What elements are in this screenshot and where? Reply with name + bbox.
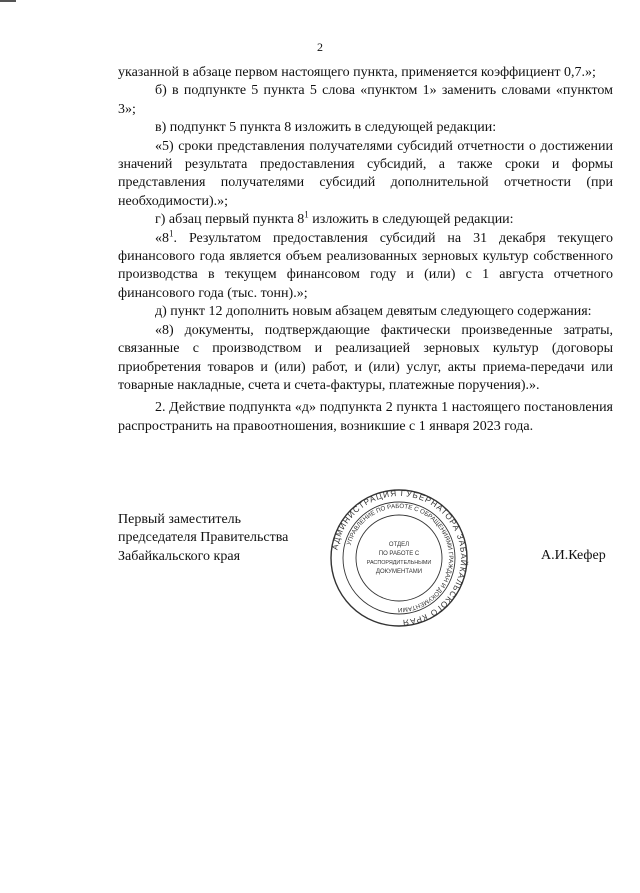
paragraph-quote-8-1 (118, 230, 613, 304)
signer-title-line-2: председателя Правительства (118, 530, 289, 546)
scan-corner-mark (0, 0, 16, 2)
page-number: 2 (317, 40, 323, 54)
paragraph-item-v: в) подпункт 5 пункта 8 изложить в следующей редакции: (155, 120, 497, 136)
quote-8-1-text: . Результатом предоставления субсидий на 31 декабря текущего финансового года является объем реализованных зерновых культур собственного производства в текущем финансовом году и (или) с 1 августа отчетного финансового года (тыс. тонн).»; (118, 230, 613, 301)
paragraph-2: 2. Действие подпункта «д» подпункта 2 пункта 1 настоящего постановления распространить на правоотношения, возникшие с 1 января 2023 года. (118, 400, 613, 434)
signer-title-line-1: Первый заместитель (118, 512, 242, 527)
paragraph-continuation: указанной в абзаце первом настоящего пункта, применяется коэффициент 0,7.»; (118, 65, 596, 80)
signature-block (118, 511, 338, 566)
official-seal-stamp (329, 488, 469, 628)
paragraph-item-g (118, 211, 613, 229)
paragraph-item-b: б) в подпункте 5 пункта 5 слова «пунктом 1» заменить словами «пунктом 3»; (118, 83, 613, 117)
superscript-1: 1 (304, 209, 309, 220)
paragraph-item-d: д) пункт 12 дополнить новым абзацем девятым следующего содержания: (155, 304, 592, 320)
item-g-tail: изложить в следующей редакции: (312, 212, 514, 228)
stamp-center-line-1: ОТДЕЛ (388, 542, 410, 548)
stamp-inner-text: УПРАВЛЕНИЕ ПО РАБОТЕ С ОБРАЩЕНИЯМИ ГРАЖДАН И ДОКУМЕНТАМИ (345, 502, 455, 614)
stamp-outer-text: АДМИНИСТРАЦИЯ ГУБЕРНАТОРА ЗАБАЙКАЛЬСКОГО КРАЯ (330, 488, 469, 628)
stamp-center-line-4: ДОКУМЕНТАМИ (375, 569, 423, 575)
superscript-1-b: 1 (169, 228, 174, 238)
quote-8-1-start: «8 (155, 230, 169, 246)
stamp-center-line-3: РАСПОРЯДИТЕЛЬНЫМИ (366, 560, 432, 566)
paragraph-quote-8: «8) документы, подтверждающие фактически произведенные затраты, связанные с производством и реализацией зерновых культур (договоры приобретения товаров и (или) работ, и (или) услуг, акты приема-передачи или товарные накладные, счета и счета-фактуры, платежные поручения).». (118, 322, 613, 393)
paragraph-quote-5: «5) сроки представления получателями субсидий отчетности о достижении значений результата предоставления субсидий, а также сроки и формы представления получателями субсидий дополнительной отчетности (при необходимости).»; (118, 138, 613, 209)
item-g-text: г) абзац первый пункта 8 (155, 212, 305, 228)
stamp-center-line-2: ПО РАБОТЕ С (378, 551, 420, 557)
signer-name: А.И.Кефер (541, 548, 606, 563)
document-body (118, 64, 613, 436)
signer-title-line-3: Забайкальского края (118, 548, 241, 564)
